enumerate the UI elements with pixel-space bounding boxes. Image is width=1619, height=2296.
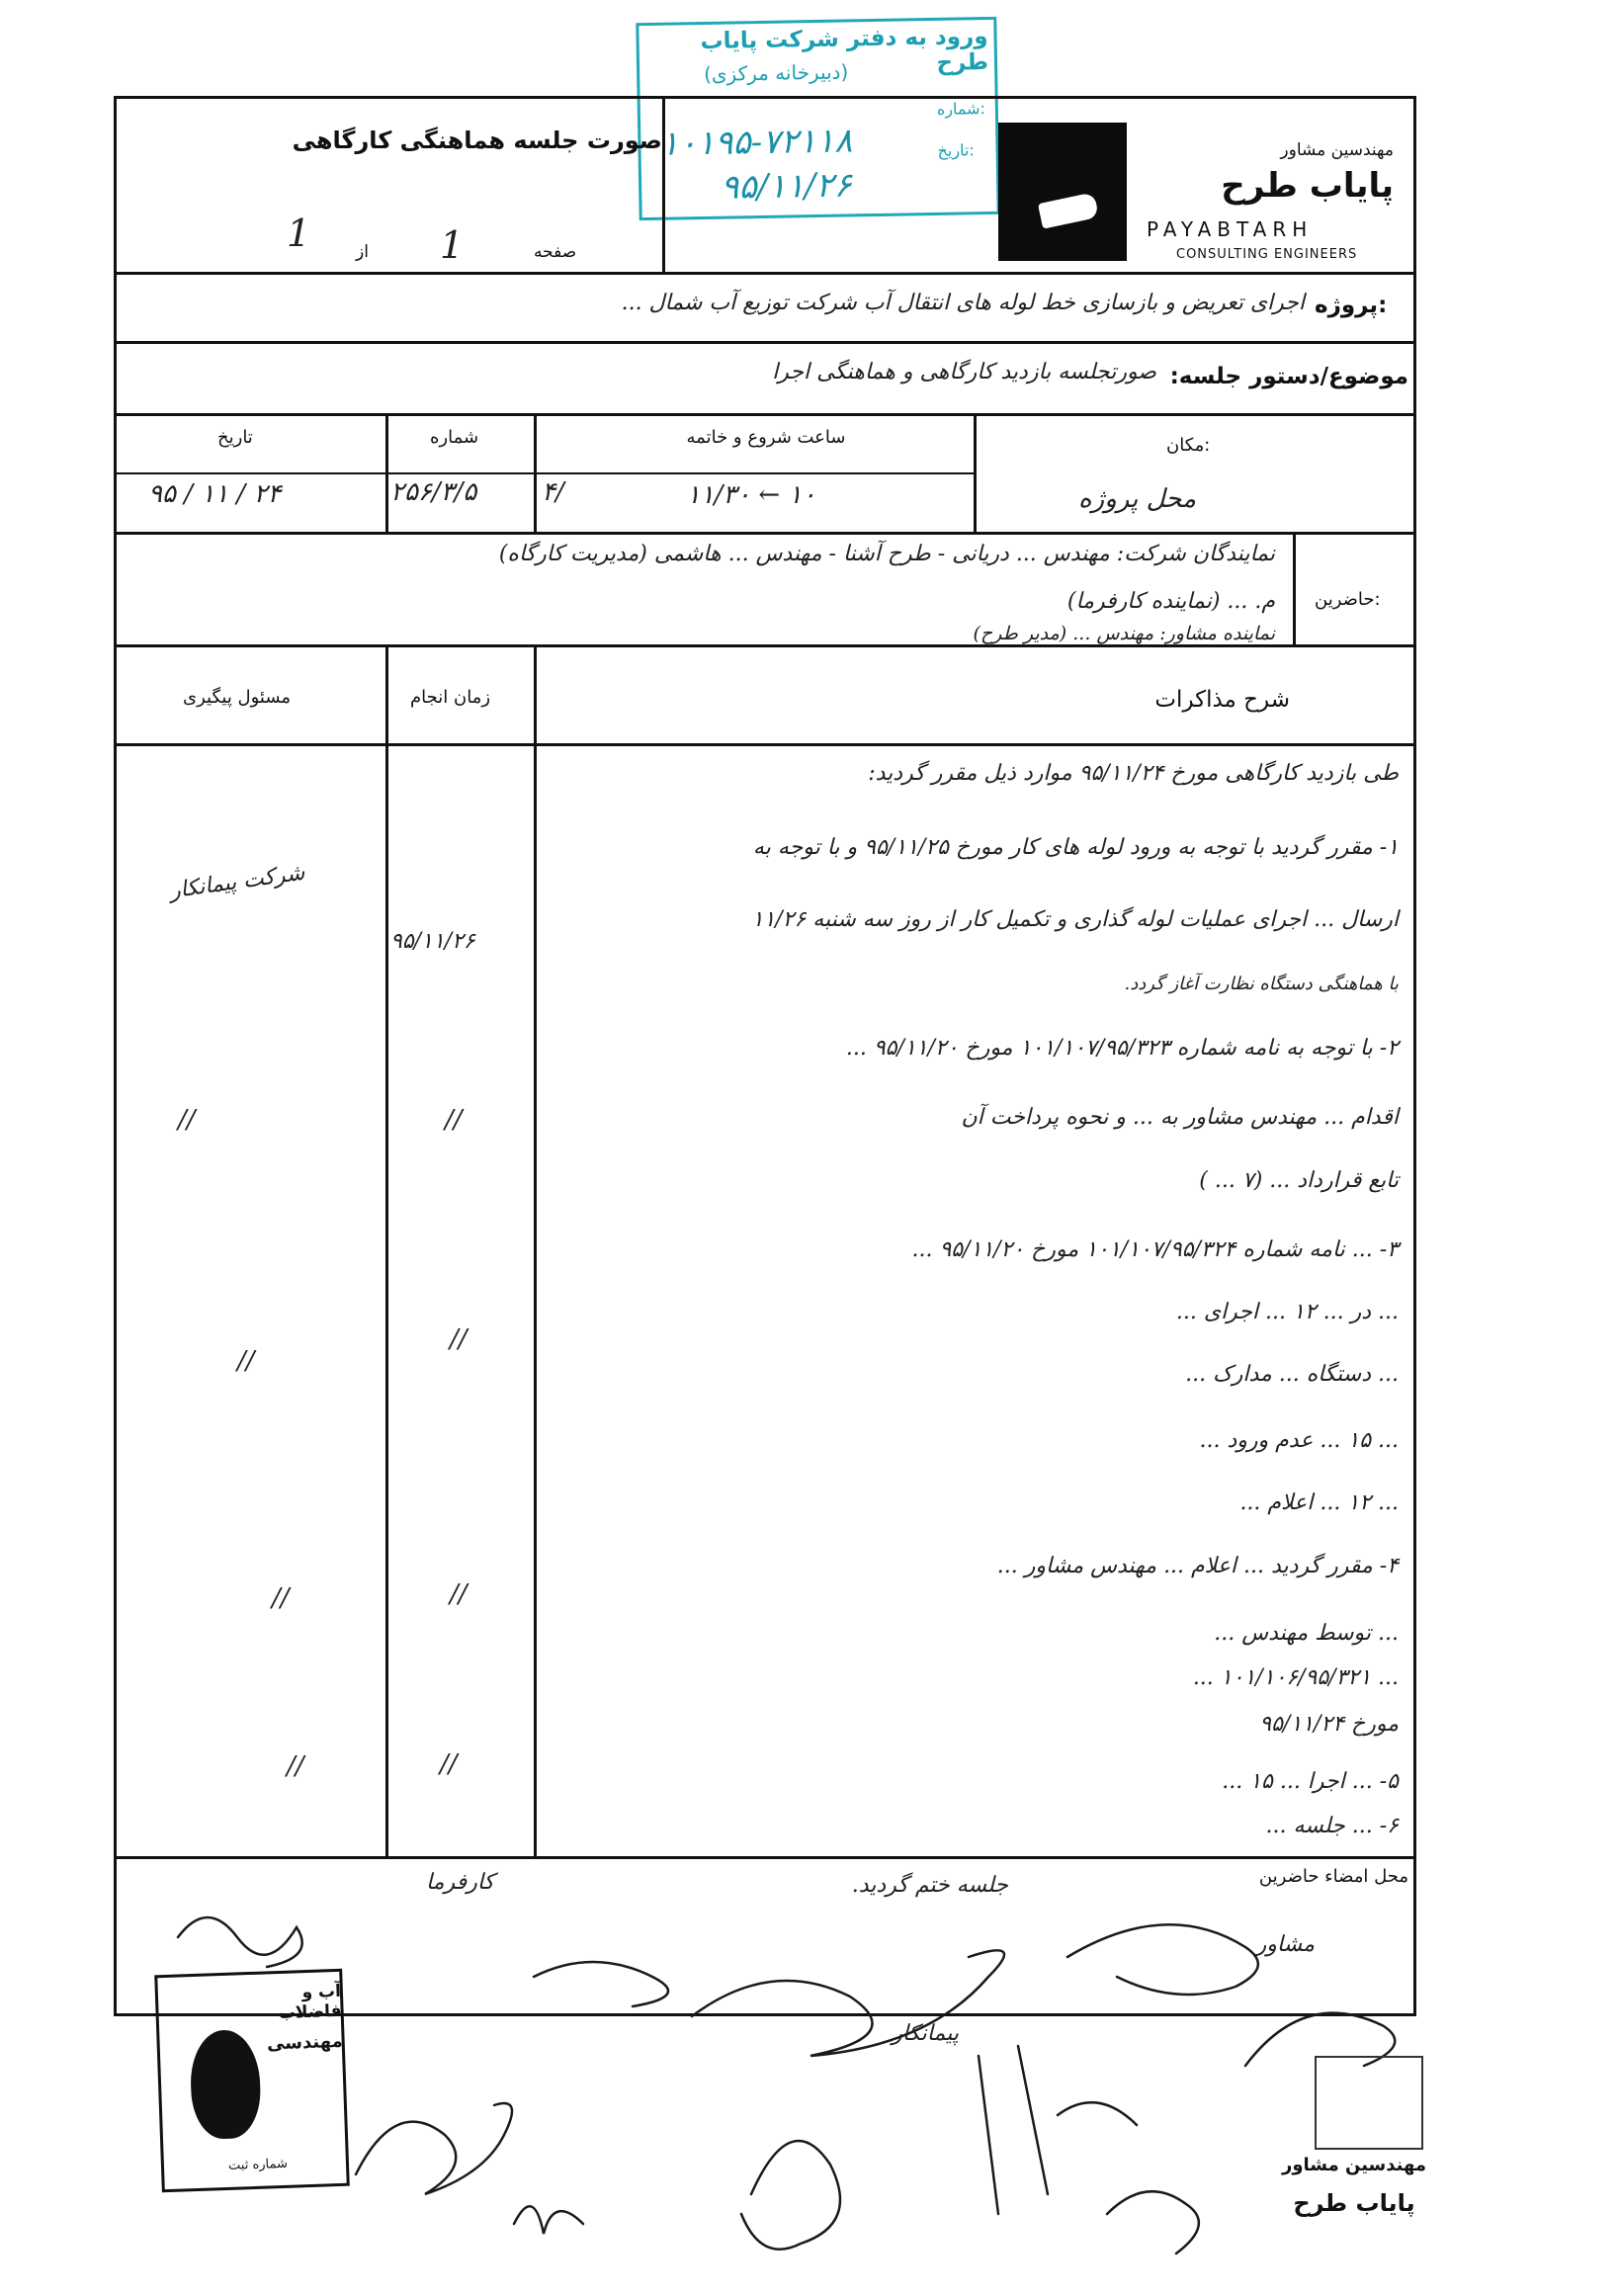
divider: [114, 413, 1416, 416]
of-label: از: [356, 242, 369, 262]
signature-1: [178, 1917, 302, 1967]
consultant-seal-line-2: پایاب طرح: [1293, 2189, 1415, 2217]
project-label: پروژه:: [1315, 293, 1388, 318]
logo-mark: [998, 123, 1127, 261]
discussion-line: ... دستگاه ... مدارک ...: [1185, 1362, 1399, 1387]
number-value: ۲۵۶/۳/۵: [390, 477, 477, 507]
seal-line-1: آب و فاضلاب: [278, 1981, 342, 2024]
item-time: //: [445, 1105, 463, 1135]
session-value: ۴/: [542, 477, 564, 507]
subject-label: موضوع/دستور جلسه:: [1169, 364, 1408, 389]
divider: [534, 413, 537, 532]
logo-name-en: PAYABTARH: [1147, 217, 1314, 241]
date-value: ۹۵ / ۱۱ / ۲۴: [148, 479, 282, 509]
stamp-date-label: تاریخ:: [937, 140, 975, 160]
date-label: تاریخ: [217, 427, 253, 448]
discussion-line: تابع قرارداد ... (۷ ... ): [1199, 1168, 1399, 1193]
number-label: شماره: [430, 427, 479, 448]
discussion-header: شرح مذاکرات: [1154, 687, 1290, 713]
item-time: //: [450, 1579, 468, 1609]
place-label: مکان:: [1166, 435, 1211, 456]
item-time: //: [450, 1324, 468, 1354]
item-owner: //: [237, 1346, 255, 1376]
divider: [534, 644, 537, 1856]
item-owner: //: [178, 1105, 196, 1135]
discussion-line: ۶- ... جلسه ...: [1265, 1814, 1399, 1838]
stamp-number: ۱۰۱۹۵-۷۲۱۱۸: [660, 121, 853, 164]
subject-value: صورتجلسه بازدید کارگاهی و هماهنگی اجرا: [772, 360, 1156, 384]
attendees-label: حاضرین:: [1315, 589, 1381, 610]
seal-line-2: مهندسی: [266, 2030, 344, 2055]
logo-subtitle: مهندسین مشاور: [1280, 140, 1394, 160]
signature-2: [356, 2103, 512, 2194]
item-owner: //: [287, 1751, 304, 1781]
page-label: صفحه: [534, 242, 577, 262]
time-header: زمان انجام: [410, 687, 491, 708]
owner-header: مسئول پیگیری: [183, 687, 292, 708]
logo-tagline-en: CONSULTING ENGINEERS: [1176, 247, 1358, 262]
signature-5: [741, 2141, 840, 2250]
divider: [114, 532, 1416, 535]
discussion-line: ... ۱۲ ... اعلام ...: [1239, 1490, 1399, 1515]
owner-signature-label: کارفرما: [426, 1870, 494, 1895]
signature-3: [514, 2206, 583, 2234]
signature-4: [692, 1950, 1004, 2056]
divider: [385, 413, 388, 532]
total-pages: 1: [287, 212, 311, 255]
discussion-line: ... توسط مهندس ...: [1214, 1621, 1399, 1646]
company-seal: [154, 1969, 350, 2192]
time-label: ساعت شروع و خاتمه: [686, 427, 846, 448]
discussion-line: ارسال ... اجرای عملیات لوله گذاری و تکمیل کار از روز سه شنبه ۱۱/۲۶: [751, 907, 1399, 932]
time-value: ۱۰ ← ۱۱/۳۰: [686, 480, 816, 510]
consultant-seal-line-1: مهندسین مشاور: [1281, 2155, 1427, 2175]
signature-7: [1107, 2191, 1199, 2253]
divider: [662, 96, 665, 272]
item-time: //: [440, 1749, 458, 1779]
divider: [385, 644, 388, 1856]
attendees-line-2: م. ... (نماینده کارفرما): [1066, 589, 1275, 614]
place-value: محل پروژه: [1078, 484, 1196, 514]
discussion-line: با هماهنگی دستگاه نظارت آغاز گردد.: [1124, 974, 1399, 994]
item-time: ۹۵/۱۱/۲۶: [390, 929, 475, 954]
divider: [114, 644, 1416, 647]
seal-line-3: شماره ثبت: [227, 2156, 289, 2173]
project-value: اجرای تعریض و بازسازی خط لوله های انتقال آب شرکت توزیع آب شمال ...: [621, 291, 1305, 315]
discussion-line: ... ۱۰۱/۱۰۶/۹۵/۳۲۱ ...: [1192, 1665, 1399, 1690]
discussion-line: ۴- مقرر گردید ... اعلام ... مهندس مشاور ...: [996, 1554, 1399, 1578]
discussion-line: ۱- مقرر گردید با توجه به ورود لوله های کار مورخ ۹۵/۱۱/۲۵ و با توجه به: [752, 835, 1399, 860]
signatures-label: محل امضاء حاضرین: [1258, 1866, 1408, 1887]
stamp-subtitle: (دبیرخانه مرکزی): [703, 59, 849, 87]
discussion-line: مورخ ۹۵/۱۱/۲۴: [1259, 1712, 1399, 1737]
divider: [114, 472, 974, 474]
attendees-line-3: نماینده مشاور: مهندس ... (مدیر طرح): [973, 623, 1275, 644]
attendees-line-1: نمایندگان شرکت: مهندس ... دریانی - طرح آشنا - مهندس ... هاشمی (مدیریت کارگاه): [498, 542, 1275, 566]
signature-6: [979, 2046, 1137, 2214]
divider: [114, 341, 1416, 344]
discussion-line: ... در ... ۱۲ ... اجرای ...: [1175, 1300, 1399, 1324]
discussion-intro: طی بازدید کارگاهی مورخ ۹۵/۱۱/۲۴ موارد ذیل مقرر گردید:: [868, 761, 1399, 786]
discussion-closing: جلسه ختم گردید.: [851, 1873, 1008, 1898]
water-drop-icon: [189, 2029, 262, 2140]
divider: [1293, 532, 1296, 644]
divider: [974, 413, 977, 532]
consultant-signature-label: مشاور: [1255, 1932, 1315, 1957]
divider: [114, 743, 1416, 746]
stamp-title: ورود به دفتر شرکت پایاب طرح: [700, 23, 989, 76]
consultant-seal-box: [1315, 2056, 1423, 2150]
stamp-date: ۹۵/۱۱/۲۶: [720, 165, 853, 208]
document-title: صورت جلسه هماهنگی کارگاهی: [292, 127, 662, 154]
item-owner: //: [272, 1583, 290, 1613]
contractor-signature-label: پیمانکار: [892, 2021, 959, 2046]
page-number: 1: [440, 223, 465, 267]
discussion-line: ۲- با توجه به نامه شماره ۱۰۱/۱۰۷/۹۵/۳۲۳ مورخ ۹۵/۱۱/۲۰ ...: [845, 1036, 1399, 1061]
signature-10: [534, 1962, 668, 2006]
stamp-number-label: شماره:: [936, 99, 986, 119]
signature-9: [1067, 1924, 1258, 1995]
divider: [114, 272, 1416, 275]
discussion-line: ۳- ... نامه شماره ۱۰۱/۱۰۷/۹۵/۳۲۴ مورخ ۹۵/۱۱/۲۰ ...: [911, 1237, 1399, 1262]
logo-name-fa: پایاب طرح: [1221, 166, 1394, 206]
discussion-line: اقدام ... مهندس مشاور به ... و نحوه پرداخت آن: [961, 1105, 1399, 1130]
discussion-line: ۵- ... اجرا ... ۱۵ ...: [1222, 1769, 1399, 1794]
discussion-line: ... ۱۵ ... عدم ورود ...: [1199, 1428, 1399, 1453]
item-owner: شرکت پیمانکار: [168, 860, 306, 904]
